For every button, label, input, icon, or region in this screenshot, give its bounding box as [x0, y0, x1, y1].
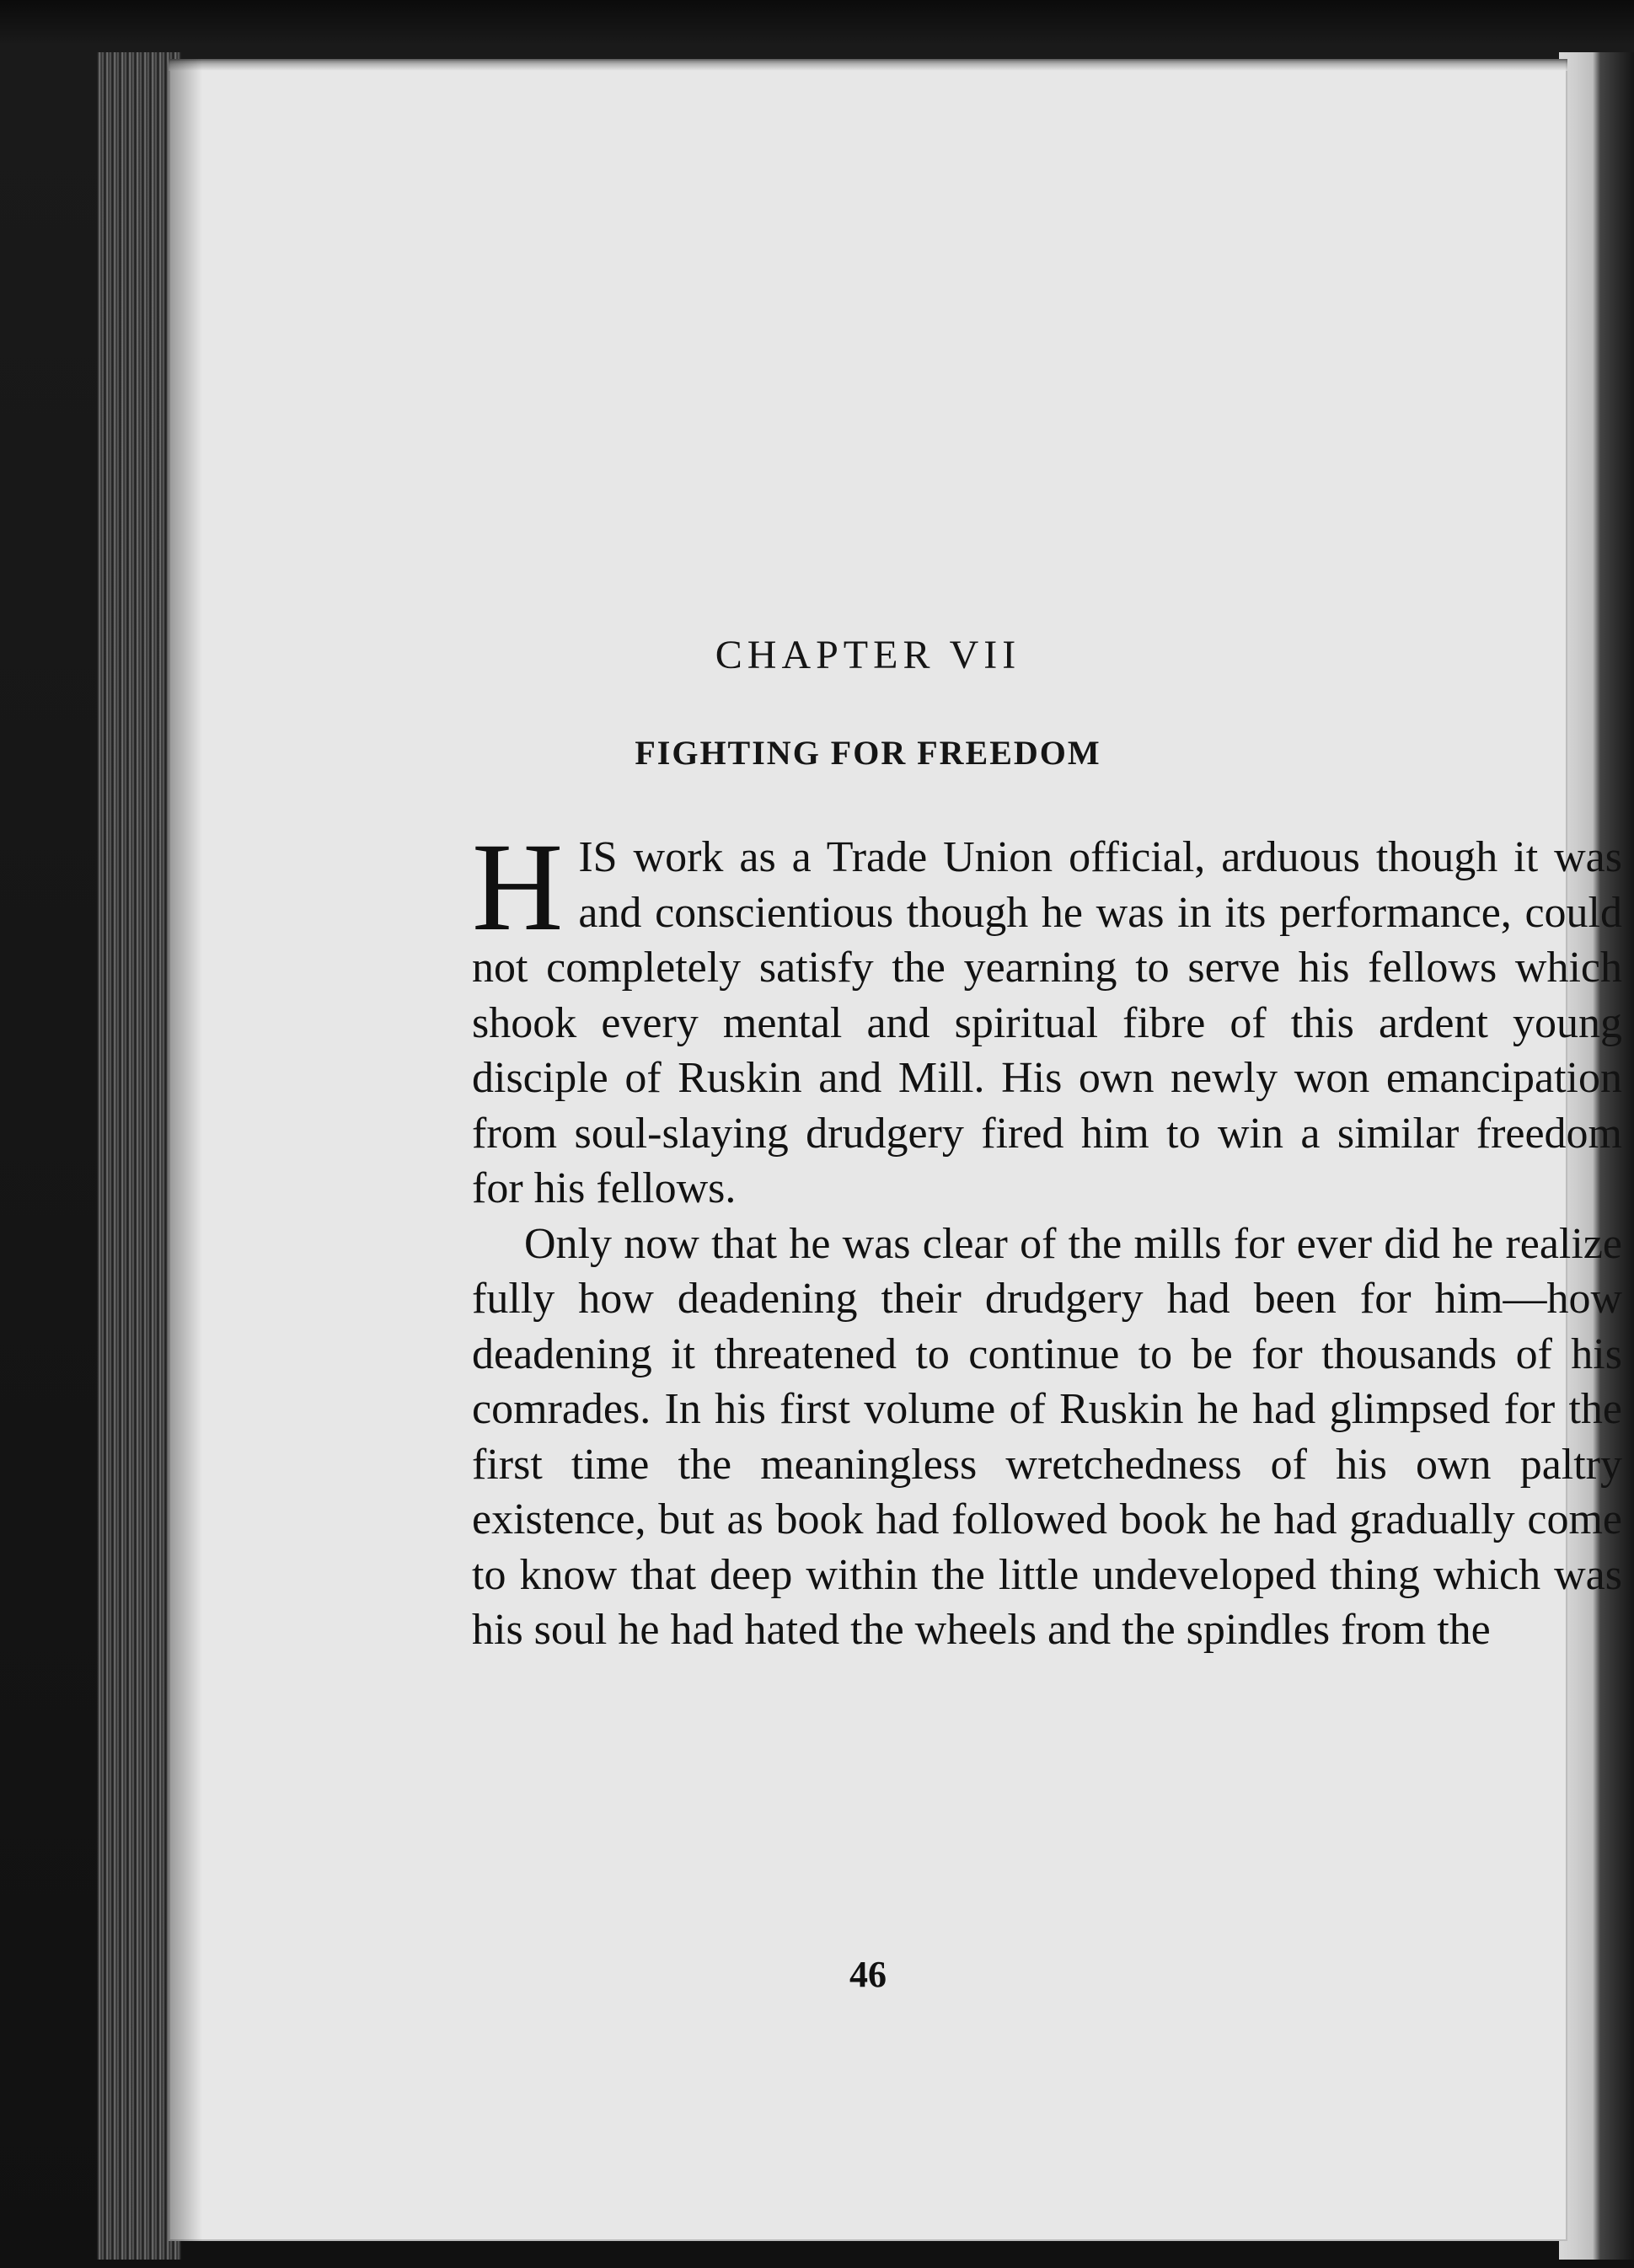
chapter-label: CHAPTER VII: [715, 633, 1021, 677]
drop-cap: H: [472, 817, 564, 957]
paragraph-1: [472, 817, 1622, 1217]
paragraph-2: Only now that he was clear of the mills for ever did he realize fully how deadening their drudgery had been for him—how deadening it threatened to continue to be for thousands of his comrades. In his first volume of Ruskin he had glimpsed for the first time the meaningless wretchedness of his own paltry existence, but as book had followed book he had gradually come to know that deep within the little undeveloped thing which was his soul he had hated the wheels and the spindles from the: [472, 1219, 1622, 1654]
book-page: [169, 59, 1622, 2241]
paragraph-1-text: IS work as a Trade Union official, arduous though it was and conscientious though he was in its performance, could not completely satisfy the yearning to serve his fellows which shook every mental and spiritual fibre of this ardent young disciple of Ruskin and Mill. His own newly won emancipation from soul-slaying drudgery fired him to win a similar freedom for his fellows.: [472, 833, 1622, 1212]
page-number: 46: [849, 1954, 887, 1995]
chapter-text: [472, 817, 1622, 1658]
chapter-title: FIGHTING FOR FREEDOM: [635, 734, 1101, 772]
